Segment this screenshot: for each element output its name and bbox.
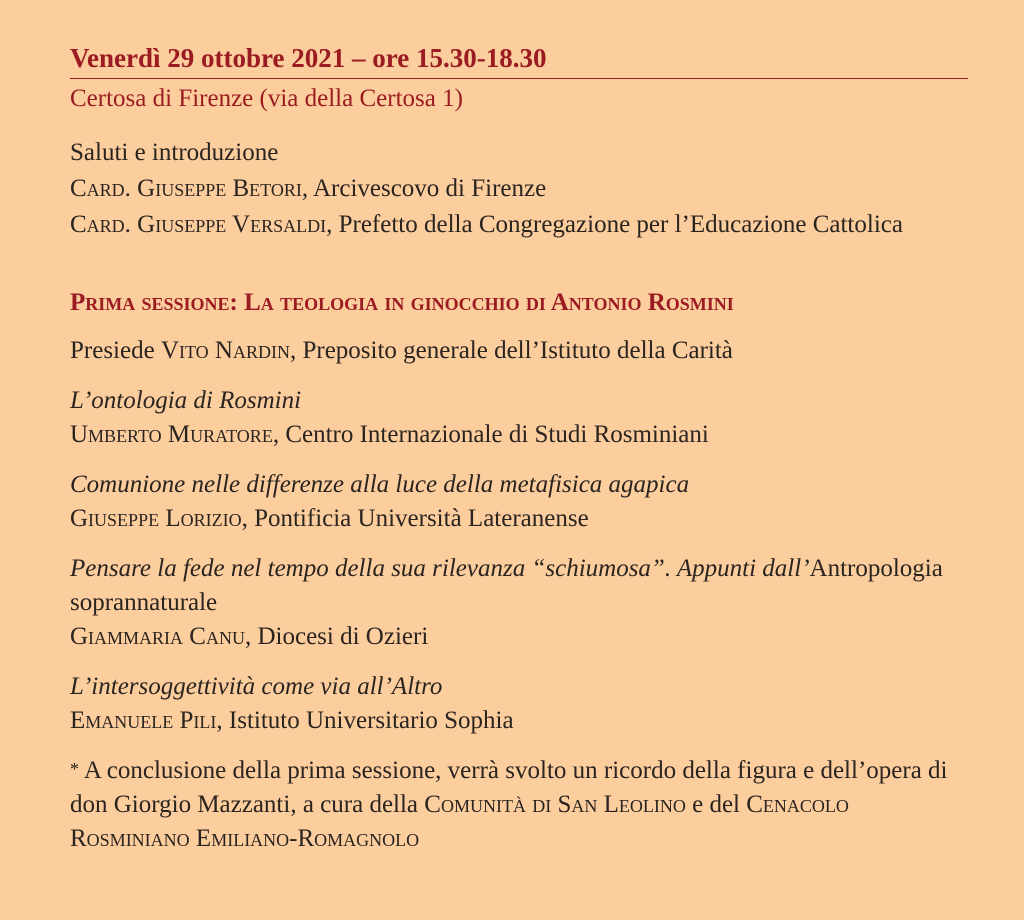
speaker-affiliation: , Istituto Universitario Sophia: [216, 707, 514, 734]
speaker-affiliation: , Prefetto della Congregazione per l’Educazione Cattolica: [326, 211, 903, 238]
talk-item: [70, 468, 968, 536]
speaker-name: Giuseppe Lorizio: [70, 505, 242, 532]
speaker-name: Giammaria Canu: [70, 623, 245, 650]
talk-title-italic: Pensare la fede nel tempo della sua rilevanza “schiumosa”. Appunti dall’: [70, 555, 810, 582]
presider-name: Vito Nardin: [160, 337, 290, 364]
program-page: [70, 40, 968, 856]
session-presider: [70, 334, 968, 368]
talk-item: [70, 552, 968, 654]
talk-title: L’ontologia di Rosmini: [70, 387, 302, 414]
presider-prefix: Presiede: [70, 337, 161, 364]
speaker-affiliation: , Pontificia Università Lateranense: [241, 505, 589, 532]
speaker-name: Umberto Muratore: [70, 421, 273, 448]
speaker-name: Emanuele Pili: [70, 707, 217, 734]
note-organization: Cenacolo Rosminiano Emiliano-Romagnolo: [70, 791, 849, 852]
intro-section: [70, 135, 968, 243]
event-location: Certosa di Firenze (via della Certosa 1): [70, 85, 463, 112]
talk-title-upright: Antropologia soprannaturale: [70, 555, 943, 616]
star-icon: *: [70, 759, 79, 779]
event-date-heading: Venerdì 29 ottobre 2021 – ore 15.30-18.30: [70, 40, 968, 79]
note-text: e del: [685, 791, 747, 818]
session-note: [70, 752, 968, 856]
talk-speaker: [70, 502, 968, 536]
intro-heading: Saluti e introduzione: [70, 139, 279, 166]
talk-item: [70, 384, 968, 452]
talk-item: [70, 670, 968, 738]
intro-speaker: [70, 207, 968, 243]
speaker-affiliation: , Centro Internazionale di Studi Rosminiani: [272, 421, 709, 448]
talk-speaker: [70, 620, 968, 654]
talk-title: L’intersoggettività come via all’Altro: [70, 673, 443, 700]
talk-title: Comunione nelle differenze alla luce della metafisica agapica: [70, 471, 690, 498]
talk-speaker: [70, 418, 968, 452]
note-text: A conclusione della prima sessione, verrà svolto un ricordo della figura e dell’opera di don Giorgio Mazzanti, a cura della: [70, 757, 948, 818]
speaker-affiliation: , Arcivescovo di Firenze: [301, 175, 547, 202]
speaker-name: Card. Giuseppe Versaldi: [70, 211, 327, 238]
intro-speaker: [70, 171, 968, 207]
note-organization: Comunità di San Leolino: [424, 791, 686, 818]
session-title: Prima sessione: La teologia in ginocchio di Antonio Rosmini: [70, 289, 734, 316]
speaker-name: Card. Giuseppe Betori: [70, 175, 302, 202]
presider-role: , Preposito generale dell’Istituto della Carità: [289, 337, 733, 364]
talk-speaker: [70, 704, 968, 738]
talk-title: [70, 552, 968, 620]
speaker-affiliation: , Diocesi di Ozieri: [244, 623, 429, 650]
